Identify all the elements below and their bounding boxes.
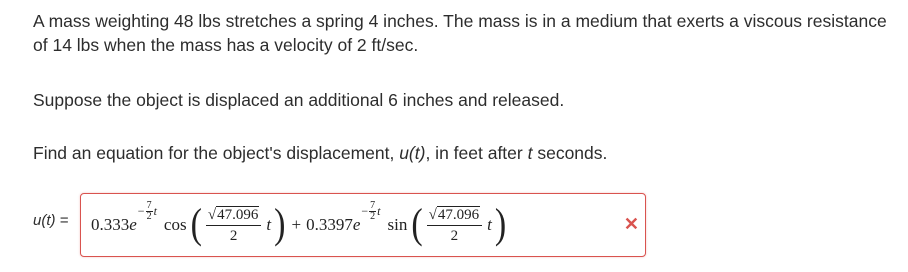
term2-exponential — [352, 199, 381, 236]
term1-arg-rule — [206, 225, 261, 226]
term2-radical: √ — [428, 207, 437, 223]
term2-arg-rule — [427, 225, 482, 226]
term2-exp-num: 7 — [370, 199, 376, 211]
answer-input-field[interactable] — [80, 193, 646, 257]
sin-function: sin — [387, 215, 408, 234]
term1-radical: √ — [207, 207, 217, 223]
term1-right-paren: ) — [274, 201, 286, 248]
term1-arg-var: t — [266, 215, 272, 234]
term1-exp-num: 7 — [146, 199, 152, 211]
term2-left-paren: ( — [411, 201, 423, 248]
paragraph-3-ut: u(t) — [399, 143, 426, 163]
term2-exp-sign: − — [361, 203, 369, 218]
term1-sqrt — [206, 206, 261, 223]
term1-radicand: 47.096 — [217, 207, 259, 223]
paragraph-3-text-b: , in feet after — [425, 143, 528, 163]
answer-expression — [91, 194, 507, 256]
problem-paragraph-1: A mass weighting 48 lbs stretches a spring 4 inches. The mass is in a medium that exerts a viscous resistance of 14 lbs when the mass has a velocity of 2 ft/sec. — [33, 11, 887, 55]
paragraph-3-text-a: Find an equation for the object's displacement, — [33, 143, 400, 163]
term2-arg-var: t — [487, 215, 492, 234]
term2-exp-den: 2 — [370, 210, 376, 222]
term2-base: e — [352, 214, 361, 234]
x-icon: ✕ — [623, 214, 639, 234]
cos-function: cos — [163, 215, 187, 234]
term2-exponent — [361, 201, 380, 222]
term2-exp-var: t — [377, 203, 381, 218]
term1-exp-var: t — [153, 203, 157, 218]
problem-paragraph-2: Suppose the object is displaced an additional 6 inches and released. — [33, 90, 565, 110]
paragraph-3-t: t — [527, 143, 533, 163]
term1-arg-den: 2 — [229, 228, 238, 244]
term1-exp-den: 2 — [146, 210, 152, 222]
term1-exponent — [138, 201, 157, 222]
answer-label: u(t) = — [33, 212, 69, 229]
term1-exp-sign: − — [137, 203, 145, 218]
term1-coefficient: 0.333 — [91, 215, 130, 234]
term1-exponential — [129, 199, 157, 236]
problem-paragraph-3 — [33, 141, 607, 165]
term2-right-paren: ) — [494, 201, 507, 248]
term2-sqrt — [427, 206, 482, 223]
term2-coefficient: 0.3397 — [306, 215, 353, 234]
term2-arg-den: 2 — [450, 228, 459, 244]
plus-operator: + — [291, 215, 302, 234]
term1-arg-fraction — [206, 206, 261, 244]
term2-radicand: 47.096 — [437, 207, 480, 223]
paragraph-3-text-c: seconds. — [532, 143, 608, 163]
term1-base: e — [129, 214, 137, 234]
term1-exp-fraction — [146, 201, 153, 222]
term2-exp-fraction — [369, 201, 376, 222]
term2-arg-fraction — [427, 206, 482, 244]
term1-left-paren: ( — [190, 201, 202, 248]
